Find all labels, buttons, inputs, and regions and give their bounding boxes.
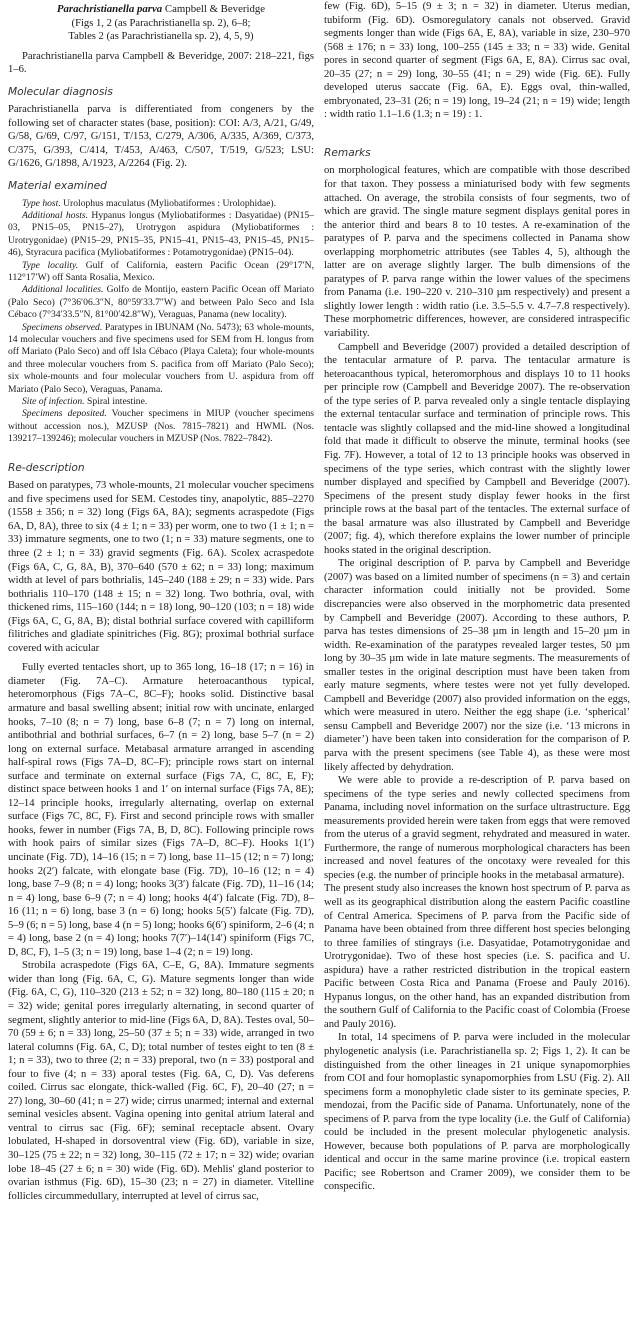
remarks-paragraph-4: We were able to provide a re-description of P. parva based on specimens of the type series and newly collected specimens from Panama, including novel information on the surface ultrastructure. Egg measurements provided herein were taken from eggs that were removed from the uterus of a gravid segment, rehydrated and measured in water. Furthermore, the range of numerous morphological characters has been increased and novel features of the oncotaxy were revealed for this species (e.g. the number of principle hooks in the metabasal armature). (324, 775, 630, 881)
species-name: Parachristianella parva (56, 3, 163, 15)
material-label: Additional hosts. (22, 209, 89, 221)
material-item (8, 260, 314, 285)
remarks-paragraph-2: Campbell and Beveridge (2007) provided a detailed description of the tentacular armature of P. parva. The tentacular armature is heteroacanthous typical, heteromorphous and displays 10 to 11 hooks per principle row (Campbell and Beveridge 2007). The re-observation of the type series of P. parva revealed only a single tentacle displaying the external tentacular surface and termination of principle rows. This tentacle was slightly collapsed and the mid-line showed a longitudinal fold that made it difficult to observe the minute, terminal hooks (see Fig. 7F). However, a total of 12 to 13 principle hooks was observed in specimens of the type series, which contrast with the slightly lower number displayed and specified by Campbell and Beveridge (2007). Specimens of the present study display fewer hooks in the first principle rows at the basal part of the tentacles. The external surface of the basal armature was also illustrated by Campbell and Beveridge (2007; fig. 4), which therefore explains the lower number of principle hooks stated in the original description. (324, 341, 630, 556)
material-label: Type host. (22, 197, 61, 209)
material-label: Site of infection. (22, 396, 85, 408)
redescription-paragraph-3: Strobila acraspedote (Figs 6A, C–E, G, 8A). Immature segments wider than long (Fig. 6A, C, G). Mature segments longer than wide (Fig. 6A, C, G), 110–320 (213 ± 52; n = 32) long, 80–180 (115 ± 20; n = 32) wide; genital pores irregularly alternating, in second quarter of segment, slightly anterior to mid-line (Figs 6A, D, 8A). Testes oval, 50–70 (59 ± 6; n = 33) long, 25–50 (37 ± 5; n = 33) wide, arranged in two lateral columns (Fig. 6A, C, D); total number of testes eight to ten (8 ± 1; n = 33), two to three (2; n = 33) preporal, two (n = 33) postporal and four to five (4; n = 33) aporal testes (Fig. 6A, C, D). Vas deferens coiled. Cirrus sac elongate, thick-walled (Fig. 6C, F), 20–40 (27; n = 27) long, 30–60 (41; n = 27) wide; cirrus unarmed; internal and external seminal vesicles absent. Vagina opening into genital atrium lateral and ventral to cirrus sac (Fig. 6F); seminal receptacle absent. Ovary lobulated, H-shaped in dorsoventral view (Fig. 6D), variable in size, 30–125 (75 ± 22; n = 32) long, 30–115 (72 ± 17; n = 32) wide; ovarian lobe 18–45 (27 ± 6; n = 30) wide (Fig. 6D). Mehlis' gland posterior to ovarian isthmus (Fig. 6D), 15–30 (23; n = 27) in diameter. Vitelline follicles circummedullary, interrupted at level of cirrus sac, (8, 960, 314, 1202)
material-text: Voucher specimens in MIUP (voucher specimens without accession nos.), MZUSP (Nos. 7815–7821) and HWML (Nos. 139217–139246); molecular vouchers in MZUSP (Nos. 7822–7842). (8, 408, 314, 445)
material-label: Type locality. (22, 259, 79, 271)
heading-molecular-diagnosis: Molecular diagnosis (8, 85, 113, 98)
material-list (8, 198, 314, 446)
figs-reference-2: Tables 2 (as Parachristianella sp. 2), 4, 5, 9) (68, 31, 254, 43)
heading-re-description: Re-description (8, 461, 85, 474)
figs-reference-1: (Figs 1, 2 (as Parachristianella sp. 2), 6–8; (71, 17, 251, 29)
material-item (8, 408, 314, 445)
material-label: Additional localities. (22, 284, 104, 296)
redescription-paragraph-2: Fully everted tentacles short, up to 365 long, 16–18 (17; n = 16) in diameter (Fig. 7A–C). Armature heteroacanthous typical, heteromorphous (Figs 7A–C, 8C–F); hooks solid. Distinctive basal armature and basal swelling absent; initial row with uncinate, enlarged hooks, 7–10 (8; n = 7) long, base 6–8 (7; n = 7) long on internal, antibothrial and bothrial surfaces, 6–7 (n = 2) long, base 5–7 (n = 2) long on external surface. Metabasal armature arranged in ascending half-spiral rows (Figs 7A–D, 8C–F); principle rows start on internal surface and terminate on external surface (Figs 7A, C, 8C, E, F); distinct space between hooks 1 and 1′ on internal surface (Figs 7A, 8E); 12–14 principle hooks, irregularly alternating, overlap on external surface (Figs 7C, 8C, F). First and second principle rows with smaller hooks, fewer in number (Figs 7A, B, D, 8C). Following principle rows with hook pairs of similar sizes (Figs 7A–D, 8C–F). Hooks 1(1′) uncinate (Fig. 7D), 14–16 (15; n = 7) long, base 11–15 (12; n = 7) long; hooks 2(2′) falcate, with elongate base (Fig. 7D), 10–16 (12; n = 4) long, base 7–9 (8; n = 4) long; hooks 3(3′) falcate (Fig. 7D), 11–16 (14; n = 4) long, base 6–9 (7; n = 4) long; hooks 4(4′) falcate (Fig. 7D), 8–16 (11; n = 6) long, base 3 (n = 6) long; hooks 5(5′) falcate (Fig. 7D), 5–9 (6; n = 5) long, base 4 (n = 5) long; hooks 6(6′) spiniform, 2–6 (4; n = 4) long, base 2 (n = 4) long; hooks 7(7′)–14(14′) spiniform (Figs 7C, D, 8C, F), 1–5 (3; n = 19) long, base 1–4 (2; n = 19) long. (8, 662, 314, 958)
heading-remarks: Remarks (324, 146, 371, 159)
synonym: Parachristianella parva Campbell & Beveridge, 2007: 218–221, figs 1–6. (8, 50, 314, 76)
species-title (8, 3, 314, 17)
left-column (8, 0, 314, 1203)
remarks-paragraph-3: The original description of P. parva by Campbell and Beveridge (2007) was based on a limited number of specimens (n = 3) and certain character information could initially not be provided. Some discrepancies were also observed in the morphometric data presented by Campbell and Beveridge (2007). According to these authors, P. parva has testes dimensions of 25–38 µm in length and 15–20 µm in width. Re-examination of the paratypes revealed larger testes, 50 µm long by 30–35 µm wide in late mature segments. The measurements of smaller testes in the original description must have been taken from early mature segments, where testes were not yet fully developed. Campbell and Beveridge (2007) also provided information on the eggs, which were measured in utero. Neither the egg shape (i.e. ‘spherical’ sensu Campbell and Beveridge 2007) nor the size (i.e. ‘13 microns in diameter’) have been taken into consideration for the comparison of P. parva with the present specimens (see Table 4), as these were most likely affected by dehydration. (324, 558, 630, 773)
material-item (8, 198, 314, 210)
right-column (324, 0, 630, 1203)
material-label: Specimens deposited. (22, 408, 107, 420)
molecular-diagnosis-text: Parachristianella parva is differentiated from congeners by the following set of character states (base, position): COI: A/3, A/21, G/49, G/58, G/69, C/97, G/151, T/153, C/279, A/306, A/335, A/369, C/373, C/375, G/393, C/414, T/453, A/463, C/507, T/519, G/523; LSU: G/1626, G/1898, A/1923, A/2264 (Fig. 2). (8, 104, 314, 170)
material-item (8, 210, 314, 260)
material-text: Hypanus longus (Myliobatiformes : Dasyatidae) (PN15–03, PN15–05, PN15–27), Urotrygon aspidura (Myliobatiformes : Urotrygonidae) (PN15–29, PN15–35, PN15–41, PN15–43, PN15–45, PN15–46), Styracura pacifica (Myliobatiformes : Potamotrygonidae) (PN15–04). (8, 209, 314, 259)
material-text: Urolophus maculatus (Myliobatiformes : Urolophidae). (60, 197, 277, 209)
remarks-paragraph-5: The present study also increases the known host spectrum of P. parva as well as its geographical distribution along the eastern Pacific coastline of Central America. Specimens of P. parva from the Pacific side of Panama have been obtained from three different host species belonging to three families of stingrays (i.e. Dasyatidae, Potamotrygonidae and Urotrygonidae). Two of these host species (i.e. S. pacifica and U. aspidura) have a rather restricted distribution in the tropical eastern Pacific between Costa Rica and Panama (Froese and Pauly 2016). Hypanus longus, on the other hand, has an expanded distribution from the southern Gulf of California to the Pacific coast of Colombia (Froese and Pauly 2016). (324, 883, 630, 1030)
material-item (8, 322, 314, 396)
material-text: Golfo de Montijo, eastern Pacific Ocean off Mariato (Palo Seco) (7°36′06.3″N, 80°59′33.7″W) and between Palo Seco and Isla Cébaco (7°34′33.5″N, 81°00′42.8″W), Veraguas, Panama (new locality). (8, 284, 314, 321)
remarks-paragraph-6: In total, 14 specimens of P. parva were included in the molecular phylogenetic analysis (i.e. Parachristianella sp. 2; Figs 1, 2). It can be distinguished from the other lineages in 21 unique synapomorphies from COI and four homoplastic synapomorphies from LSU (Fig. 2). All specimens form a monophyletic clade sister to its geminate species, P. mendozai, from the Pacific side of Panama. Unfortunately, none of the specimens of P. parva from the type locality (i.e. the Gulf of California) could be included in the present molecular phylogenetic analysis. However, because both populations of P. parva are morphologically identical and occur in the same marine province (i.e. tropical eastern Pacific; see Robertson and Cramer 2009), we consider them to be conspecific. (324, 1032, 630, 1193)
material-text: Paratypes in IBUNAM (No. 5473); 63 whole-mounts, 14 molecular vouchers and five specimens used for SEM from H. longus from off Mariato (Palo Seco) and off Isla Cébaco (Playa Caleta); four whole-mounts and three molecular vouchers from S. pacifica from off Mariato (Palo Seco); six whole-mounts and four molecular vouchers from U. aspidura from off Mariato (Palo Seco), Veraguas, Panama. (8, 321, 314, 395)
redescription-continuation: few (Fig. 6D), 5–15 (9 ± 3; n = 32) in diameter. Uterus median, tubiform (Fig. 6D). Osmoregulatory canals not observed. Gravid segments longer than wide (Figs 6A, E, 8A), variable in size, 230–970 (568 ± 176; n = 33) long, 100–255 (145 ± 33; n = 33) wide. Genital pores in second quarter of segment (Figs 6A, E, 8A). Cirrus sac oval, 20–35 (27; n = 29) long, 30–55 (41; n = 29) wide (Fig. 6E). Fully developed uterus saccate (Fig. 6A, E). Eggs oval, thin-walled, embryonated, 23–31 (26; n = 19) long, 19–24 (21; n = 19) wide; length : width ratio 1.1–1.6 (1.3; n = 19) : 1. (324, 1, 630, 121)
material-text: Spiral intestine. (84, 396, 148, 408)
species-authority: Campbell & Beveridge (162, 3, 266, 15)
redescription-paragraph-1: Based on paratypes, 73 whole-mounts, 21 molecular voucher specimens and five specimens used for SEM. Cestodes tiny, anapolytic, 885–2270 (1558 ± 356; n = 32) long (Figs 6A, 8A); segments acraspedote (Figs 6A, D, 8A), three to six (4 ± 1; n = 33) per worm, one to two (1 ± 1; n = 33) immature segments, one to two (1; n = 33) mature segments, one to three (2 ± 1; n = 33) gravid segments (Fig. 6A). Scolex acraspedote (Figs 6A, C, G, 8A, B), 370–640 (570 ± 62; n = 33) long; maximum width at level of pars bothrialis, 145–240 (188 ± 29; n = 33) wide. Pars bothrialis 110–170 (148 ± 15; n = 32) long. Two bothria, oval, with thickened rims, 115–160 (144; n = 18) long, 90–120 (103; n = 18) wide (Figs 6A, C, G, 8A, B); distal bothrial surface covered with capilliform filitriches and gladiate spinitriches (Fig. 8G); proximal bothrial surface covered with acicular (8, 480, 314, 654)
material-label: Specimens observed. (22, 321, 103, 333)
spacer (324, 122, 630, 138)
material-item (8, 396, 314, 408)
heading-material-examined: Material examined (8, 180, 107, 193)
material-item (8, 284, 314, 321)
remarks-paragraph-1: on morphological features, which are compatible with those described for that taxon. They possess a miniaturised body with few segments attached. On average, the strobila consists of four segments, two of which are gravid. The single mature segment displays genital pores in the anterior third and bears 8 to 10 testes. A re-examination of the paratypes of P. parva and the specimens collected in Panama show overlapping morphometric attributes (see Tables 4, 5), although the latter are on average slightly larger. The bulb dimensions of the paratypes of P. parva range within the lower values of the specimens from Panama (i.e. 190–220 v. 210–310 µm respectively) and present a slightly lower length : width ratio (i.e. 3.5–5.5 v. 4.7–7.8 respectively). These morphometric differences, however, are considered intraspecific variability. (324, 165, 630, 340)
material-text: Gulf of California, eastern Pacific Ocean (29°17′N, 112°17′W) off Santa Rosalia, Mexico. (8, 259, 314, 283)
